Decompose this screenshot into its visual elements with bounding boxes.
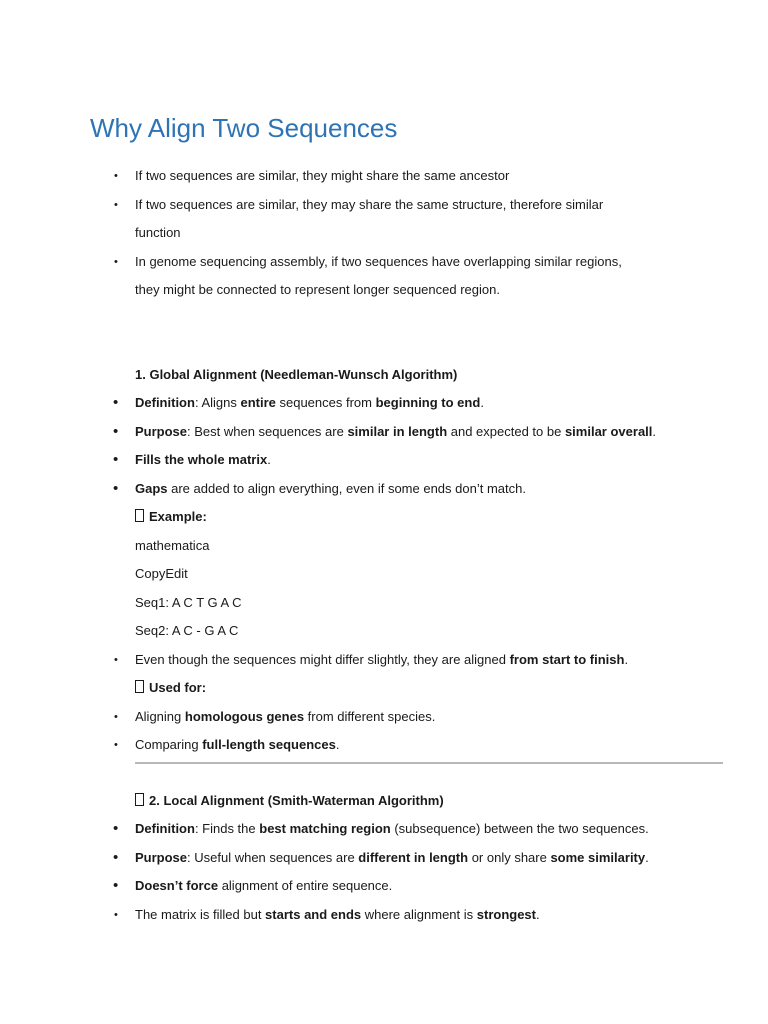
intro-item-structure-line1: If two sequences are similar, they may share the same structure, therefore similar — [135, 197, 604, 212]
global-definition: Definition: Aligns entire sequences from beginning to end. — [135, 395, 484, 410]
seq2-line: Seq2: A C - G A C — [135, 623, 239, 638]
intro-item-structure-line2: function — [135, 225, 181, 240]
bullet-marker: • — [113, 849, 119, 866]
local-doesnt-force: Doesn’t force alignment of entire sequence. — [135, 878, 393, 893]
bullet-marker: • — [114, 711, 118, 723]
global-even-though: Even though the sequences might differ slightly, they are aligned from start to finish. — [135, 652, 629, 667]
missing-glyph-icon — [135, 793, 144, 806]
local-alignment-heading: 2. Local Alignment (Smith-Waterman Algorithm) — [135, 792, 444, 810]
bullet-marker: • — [113, 877, 119, 894]
missing-glyph-icon — [135, 509, 144, 522]
example-label: Example: — [135, 508, 207, 526]
copy-edit-label: CopyEdit — [135, 566, 188, 581]
bullet-marker: • — [114, 909, 118, 921]
bullet-marker: • — [114, 170, 118, 182]
bullet-marker: • — [113, 820, 119, 837]
global-fills-matrix: Fills the whole matrix. — [135, 452, 271, 467]
bullet-marker: • — [114, 654, 118, 666]
bullet-marker: • — [114, 739, 118, 751]
used-for-full-length: Comparing full-length sequences. — [135, 737, 340, 752]
intro-item-assembly-line1: In genome sequencing assembly, if two sequences have overlapping similar regions, — [135, 254, 622, 269]
bullet-marker: • — [113, 423, 119, 440]
used-for-homologous: Aligning homologous genes from different species. — [135, 709, 436, 724]
bullet-marker: • — [114, 256, 118, 268]
global-alignment-heading: 1. Global Alignment (Needleman-Wunsch Algorithm) — [135, 367, 458, 382]
intro-item-assembly-line2: they might be connected to represent longer sequenced region. — [135, 282, 500, 297]
bullet-marker: • — [114, 199, 118, 211]
intro-item-ancestor: If two sequences are similar, they might share the same ancestor — [135, 168, 510, 183]
page-title: Why Align Two Sequences — [90, 113, 398, 143]
missing-glyph-icon — [135, 680, 144, 693]
bullet-marker: • — [113, 451, 119, 468]
code-language: mathematica — [135, 538, 210, 553]
global-gaps: Gaps are added to align everything, even if some ends don’t match. — [135, 481, 526, 496]
global-purpose: Purpose: Best when sequences are similar in length and expected to be similar overall. — [135, 424, 657, 439]
used-for-label: Used for: — [135, 679, 206, 697]
bullet-marker: • — [113, 480, 119, 497]
seq1-line: Seq1: A C T G A C — [135, 595, 242, 610]
section-divider — [135, 762, 723, 764]
local-matrix: The matrix is filled but starts and ends where alignment is strongest. — [135, 907, 540, 922]
local-definition: Definition: Finds the best matching region (subsequence) between the two sequences. — [135, 821, 649, 836]
local-purpose: Purpose: Useful when sequences are different in length or only share some similarity. — [135, 850, 649, 865]
bullet-marker: • — [113, 394, 119, 411]
